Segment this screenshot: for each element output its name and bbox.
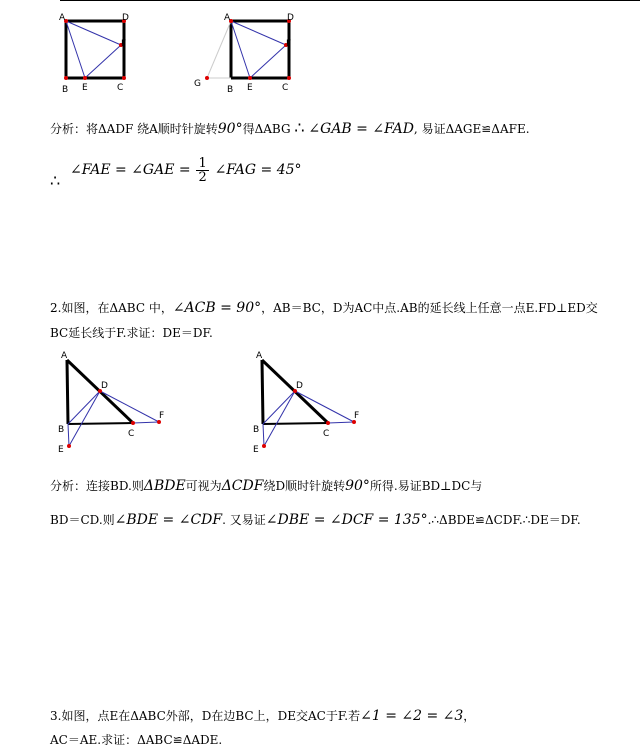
- svg-text:C: C: [323, 429, 330, 439]
- label-D: D: [122, 13, 129, 23]
- problem2-statement-line1: 2.如图，在ΔABC 中，∠ACB = 90°，AB＝BC，D为AC中点.AB的延长线上任意一点E.FD⊥ED交: [50, 300, 598, 316]
- svg-text:E: E: [253, 445, 259, 455]
- label-C: C: [282, 83, 289, 93]
- svg-text:C: C: [128, 429, 135, 439]
- analysis-prefix: 分析：将ΔADF 绕A顺时针旋转: [50, 122, 218, 136]
- label-C: C: [117, 83, 124, 93]
- eq-fag: ∠FAG = 45°: [214, 162, 302, 178]
- svg-text:D: D: [296, 381, 303, 391]
- svg-text:A: A: [61, 351, 68, 361]
- label-E: E: [82, 83, 88, 93]
- label-D: D: [287, 13, 294, 23]
- problem3-line2: AC＝AE.求证：ΔABC≌ΔADE.: [50, 733, 223, 747]
- eq-gab-fad: ∠GAB = ∠FAD: [308, 121, 414, 137]
- cond-acb: ∠ACB = 90°: [172, 300, 262, 316]
- get-text: 得ΔABG: [242, 122, 291, 136]
- therefore-symbol: ∴: [50, 171, 61, 190]
- figure-triangle-left: [55, 348, 185, 458]
- problem3-line1: 3.如图，点E在ΔABC外部，D在边BC上，DE交AC于F.若∠1 = ∠2 = ∠3，: [50, 708, 476, 724]
- angle-90: 90°: [217, 121, 243, 137]
- svg-text:F: F: [354, 411, 360, 421]
- label-F: F: [286, 39, 292, 49]
- svg-text:E: E: [58, 445, 64, 455]
- svg-text:D: D: [101, 381, 108, 391]
- problem1-analysis-line1: 分析：将ΔADF 绕A顺时针旋转90°得ΔABG ∴ ∠GAB = ∠FAD, 易证ΔAGE≌ΔAFE.: [50, 118, 530, 137]
- label-B: B: [62, 85, 69, 95]
- fraction-half: $\frac{1}{2}$: [198, 156, 207, 185]
- problem2-analysis-line2: BD＝CD.则∠BDE = ∠CDF. 又易证∠DBE = ∠DCF = 135°.∴ΔBDE≌ΔCDF.∴DE＝DF.: [50, 512, 581, 528]
- top-rule: [60, 0, 640, 1]
- label-B: B: [227, 85, 234, 95]
- figure-triangle-right: [250, 348, 380, 458]
- eq-fae-gae: ∠FAE = ∠GAE =: [70, 162, 191, 178]
- label-F: F: [121, 39, 127, 49]
- svg-text:B: B: [253, 425, 260, 435]
- label-G: G: [194, 79, 201, 89]
- figure-square-right: [190, 8, 310, 98]
- svg-text:A: A: [256, 351, 263, 361]
- figure-square-left: [55, 8, 140, 98]
- label-A: A: [59, 13, 66, 23]
- svg-text:B: B: [58, 425, 65, 435]
- label-E: E: [247, 83, 253, 93]
- easy-prove: 易证ΔAGE≌ΔAFE.: [421, 122, 530, 136]
- label-A: A: [224, 13, 231, 23]
- svg-text:F: F: [159, 411, 165, 421]
- problem2-analysis-line1: 分析：连接BD.则ΔBDE可视为ΔCDF绕D顺时针旋转90°所得.易证BD⊥DC与: [50, 478, 483, 494]
- problem2-statement-line2: BC延长线于F.求证：DE＝DF.: [50, 326, 213, 340]
- therefore-symbol: ∴: [294, 118, 305, 137]
